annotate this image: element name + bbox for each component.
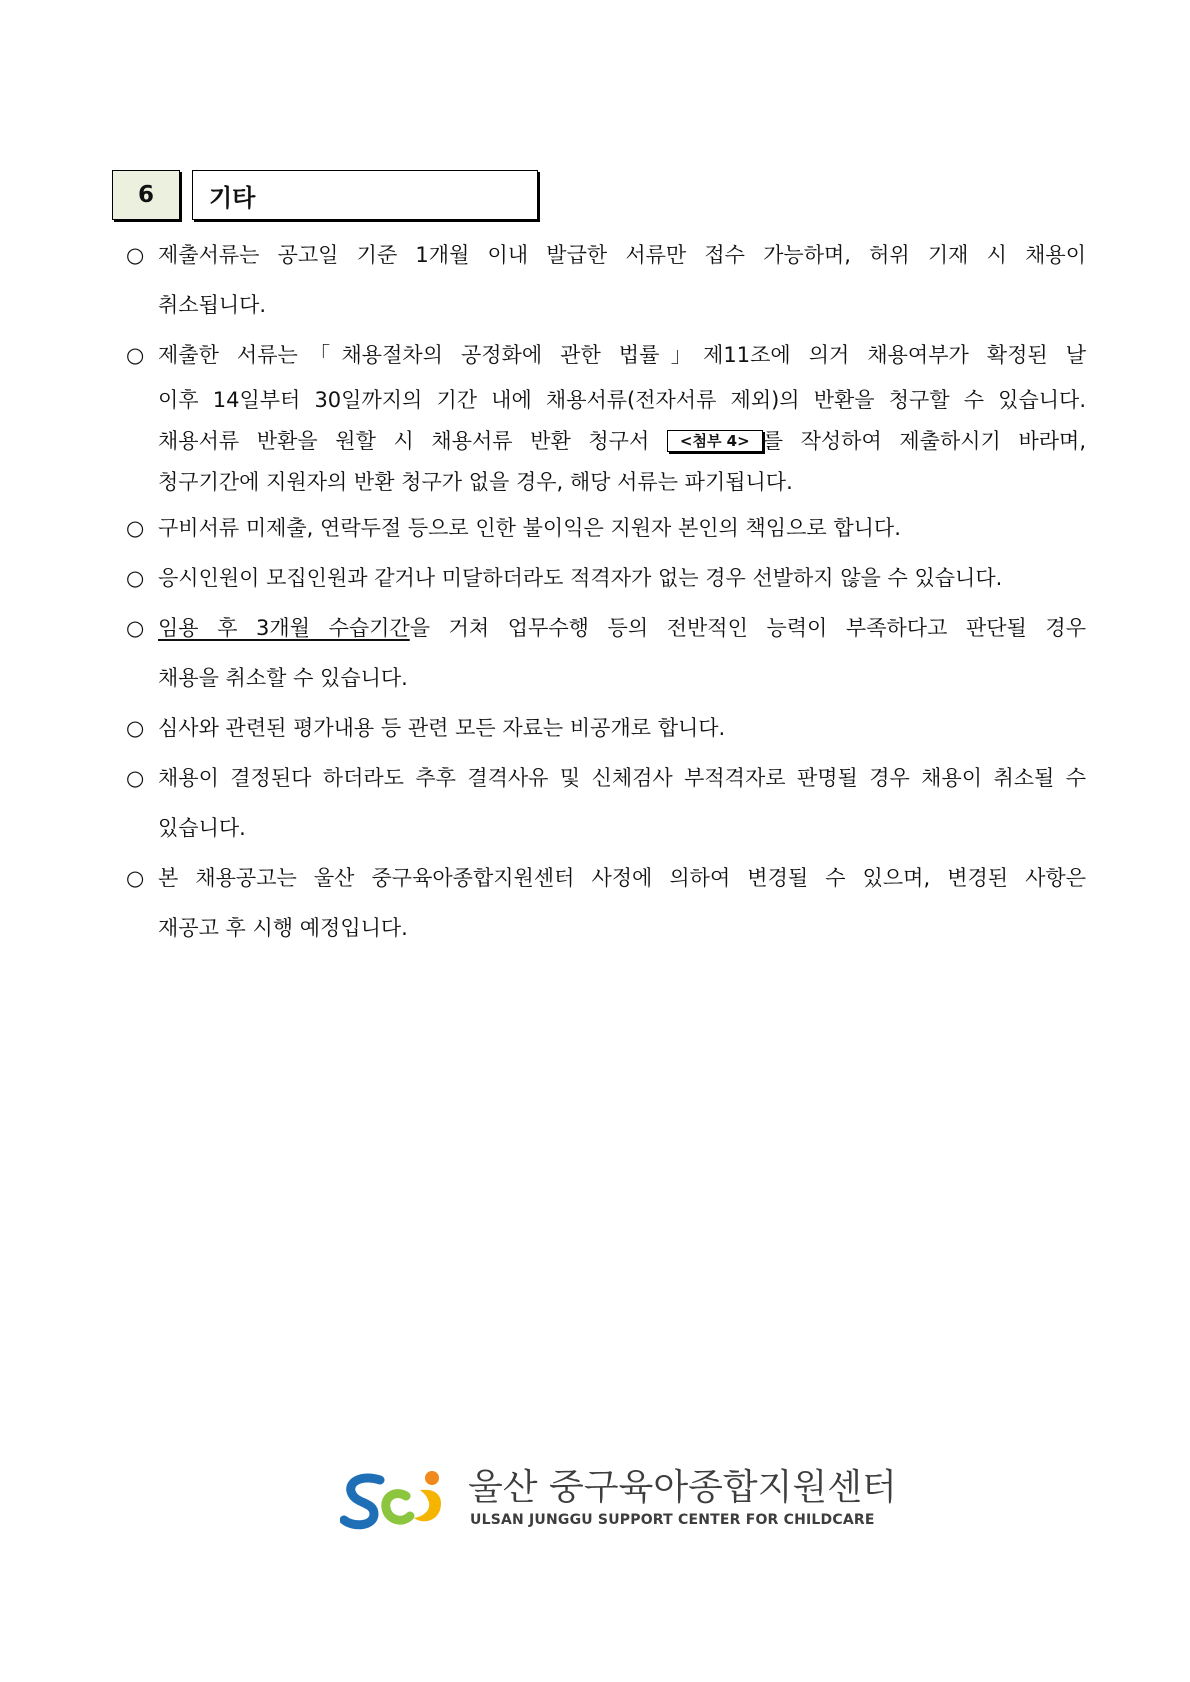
center-name-korean: 울산 중구육아종합지원센터 bbox=[468, 1467, 897, 1508]
item-text: 심사와 관련된 평가내용 등 관련 모든 자료는 비공개로 합니다. bbox=[158, 716, 726, 740]
list-item bbox=[126, 230, 1086, 330]
circle-bullet-icon: ○ bbox=[126, 866, 145, 890]
item-text: 취소됩니다. bbox=[158, 293, 267, 317]
list-item bbox=[126, 553, 1086, 603]
center-name-english: ULSAN JUNGGU SUPPORT CENTER FOR CHILDCARE bbox=[470, 1512, 875, 1528]
circle-bullet-icon: ○ bbox=[126, 716, 145, 740]
item-text: 채용서류 반환을 원할 시 채용서류 반환 청구서 bbox=[158, 429, 650, 453]
item-text-with-attachment bbox=[158, 421, 1086, 462]
notice-list bbox=[126, 230, 1086, 953]
list-item bbox=[126, 330, 1086, 503]
attachment-reference: <첨부 4> bbox=[667, 430, 763, 452]
underlined-text: 임용 후 3개월 수습기간 bbox=[158, 616, 410, 640]
list-item bbox=[126, 603, 1086, 703]
item-text: 본 채용공고는 울산 중구육아종합지원센터 사정에 의하여 변경될 수 있으며, 변경된 사항은 bbox=[158, 866, 1086, 890]
list-item bbox=[126, 503, 1086, 553]
item-text: 구비서류 미제출, 연락두절 등으로 인한 불이익은 지원자 본인의 책임으로 합니다. bbox=[158, 516, 901, 540]
center-logo bbox=[340, 1466, 897, 1536]
list-item bbox=[126, 703, 1086, 753]
item-text: 응시인원이 모집인원과 같거나 미달하더라도 적격자가 없는 경우 선발하지 않을 수 있습니다. bbox=[158, 566, 1003, 590]
center-logo-mark-icon bbox=[340, 1466, 450, 1536]
item-text: 재공고 후 시행 예정입니다. bbox=[158, 916, 408, 940]
item-text: 제출한 서류는「채용절차의 공정화에 관한 법률」제11조에 의거 채용여부가 확정된 날 bbox=[158, 343, 1086, 367]
circle-bullet-icon: ○ bbox=[126, 243, 145, 267]
list-item bbox=[126, 853, 1086, 953]
item-text: 채용이 결정된다 하더라도 추후 결격사유 및 신체검사 부적격자로 판명될 경우 채용이 취소될 수 bbox=[158, 766, 1086, 790]
list-item bbox=[126, 753, 1086, 853]
item-text: 를 작성하여 제출하시기 바라며, bbox=[762, 429, 1086, 453]
item-text: 제출서류는 공고일 기준 1개월 이내 발급한 서류만 접수 가능하며, 허위 기재 시 채용이 bbox=[158, 243, 1086, 267]
section-title: 기타 bbox=[192, 170, 538, 220]
item-text: 있습니다. bbox=[158, 816, 246, 840]
item-text: 을 거쳐 업무수행 등의 전반적인 능력이 부족하다고 판단될 경우 bbox=[409, 616, 1086, 640]
circle-bullet-icon: ○ bbox=[126, 343, 145, 367]
item-text: 채용을 취소할 수 있습니다. bbox=[158, 666, 408, 690]
item-text: 이후 14일부터 30일까지의 기간 내에 채용서류(전자서류 제외)의 반환을 청구할 수 있습니다. bbox=[158, 388, 1086, 412]
circle-bullet-icon: ○ bbox=[126, 566, 145, 590]
item-text: 청구기간에 지원자의 반환 청구가 없을 경우, 해당 서류는 파기됩니다. bbox=[158, 470, 793, 494]
circle-bullet-icon: ○ bbox=[126, 766, 145, 790]
circle-bullet-icon: ○ bbox=[126, 516, 145, 540]
section-number: 6 bbox=[112, 170, 180, 220]
circle-bullet-icon: ○ bbox=[126, 616, 145, 640]
item-text bbox=[158, 603, 1086, 653]
